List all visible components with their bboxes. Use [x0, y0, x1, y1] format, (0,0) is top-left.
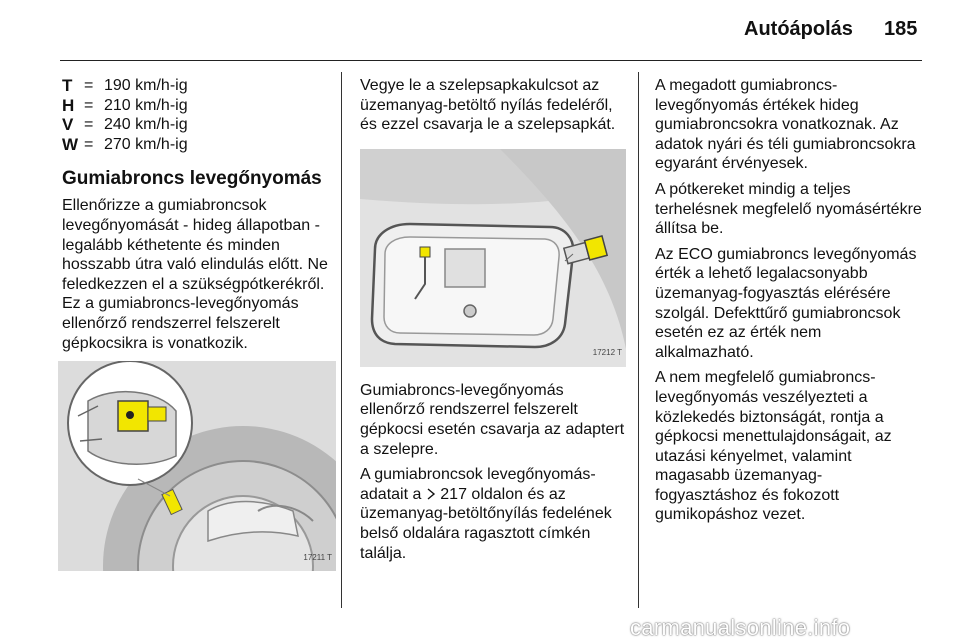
speed-equals: =: [84, 135, 94, 153]
paragraph-text: oldalon és az üzemanyag-betöltőnyílás fedelének belső oldalára ragasztott címkén találja.: [360, 485, 612, 562]
speed-value: 190 km/h-ig: [104, 77, 188, 94]
header-rule: [60, 60, 922, 61]
paragraph: A pótkereket mindig a teljes terhelésnek megfelelő nyomásértékre állítsa be.: [655, 180, 922, 238]
speed-equals: =: [84, 116, 94, 134]
figure-code: 17211 T: [303, 552, 332, 562]
section-heading: Gumiabroncs levegőnyomás: [62, 168, 322, 190]
speed-value: 210 km/h-ig: [104, 96, 188, 114]
column-1: [62, 76, 334, 571]
speed-row: [62, 96, 188, 116]
speed-symbol: T: [62, 76, 73, 95]
page-reference-number[interactable]: 217: [440, 485, 467, 503]
section-intro: Ellenőrizze a gumiabroncsok levegőnyomását - hideg állapotban - legalább kéthetente és minden hosszabb útra való elindulás előtt. Ne feledkezzen el a szükségpótkerékről. Ez a gumiabroncs-levegőnyomás ellenőrző rendszerrel felszerelt gépkocsikra is vonatkozik.: [62, 197, 328, 352]
tire-valve-illustration: [58, 361, 336, 571]
paragraph: Gumiabroncs-levegőnyomás ellenőrző rendszerrel felszerelt gépkocsi esetén csavarja az adaptert a szelepre.: [360, 381, 625, 458]
speed-value: 270 km/h-ig: [104, 135, 188, 153]
speed-rating-table: [62, 76, 188, 154]
column-divider-1: [341, 72, 342, 608]
paragraph-text: A gumiabroncsok levegőnyomás-adatait a: [360, 466, 596, 503]
page-title: Autóápolás: [744, 18, 853, 40]
page-header: [0, 0, 960, 60]
paragraph: Az ECO gumiabroncs levegőnyomás érték a lehető legalacsonyabb üzemanyag-fogyasztás elérésére szolgál. Defekttűrő gumiabroncsok esetén ez az érték nem alkalmazható.: [655, 245, 917, 361]
page-number: 185: [884, 18, 918, 40]
speed-value: 240 km/h-ig: [104, 116, 188, 134]
speed-symbol: V: [62, 115, 74, 135]
column-divider-2: [638, 72, 639, 608]
speed-row: [62, 76, 188, 96]
paragraph: [360, 465, 626, 563]
figure-valve-cap-tool: [58, 361, 336, 571]
figure-adapter-on-valve: [360, 149, 626, 367]
paragraph: Vegye le a szelepsapkakulcsot az üzemanyag-betöltő nyílás fedeléről, és ezzel csavarja le a szelepsapkát.: [360, 77, 616, 134]
speed-row: [62, 135, 188, 155]
paragraph: A megadott gumiabroncs-levegőnyomás értékek hideg gumiabroncsokra vonatkoznak. Az adatok nyári és téli gumiabroncsokra egyaránt érvényesek.: [655, 77, 916, 173]
page-reference-arrow-icon: [426, 488, 436, 500]
speed-symbol: W: [62, 134, 79, 154]
speed-equals: =: [84, 96, 94, 114]
paragraph: A nem megfelelő gumiabroncs-levegőnyomás veszélyezteti a közlekedés biztonságát, rontja a gépkocsi menettulajdonságait, az utazási kényelmet, valamint magasabb üzemanyag-fogyasztáshoz és fokozott gumikopáshoz vezet.: [655, 369, 892, 524]
speed-symbol: H: [62, 95, 75, 115]
column-3: [655, 76, 923, 531]
speed-row: [62, 115, 188, 135]
watermark-text: carmanualsonline.info: [630, 615, 851, 640]
speed-equals: =: [84, 77, 94, 94]
column-2: [360, 76, 626, 569]
figure-code: 17212 T: [592, 348, 622, 358]
fuel-flap-adapter-illustration: [360, 149, 626, 367]
